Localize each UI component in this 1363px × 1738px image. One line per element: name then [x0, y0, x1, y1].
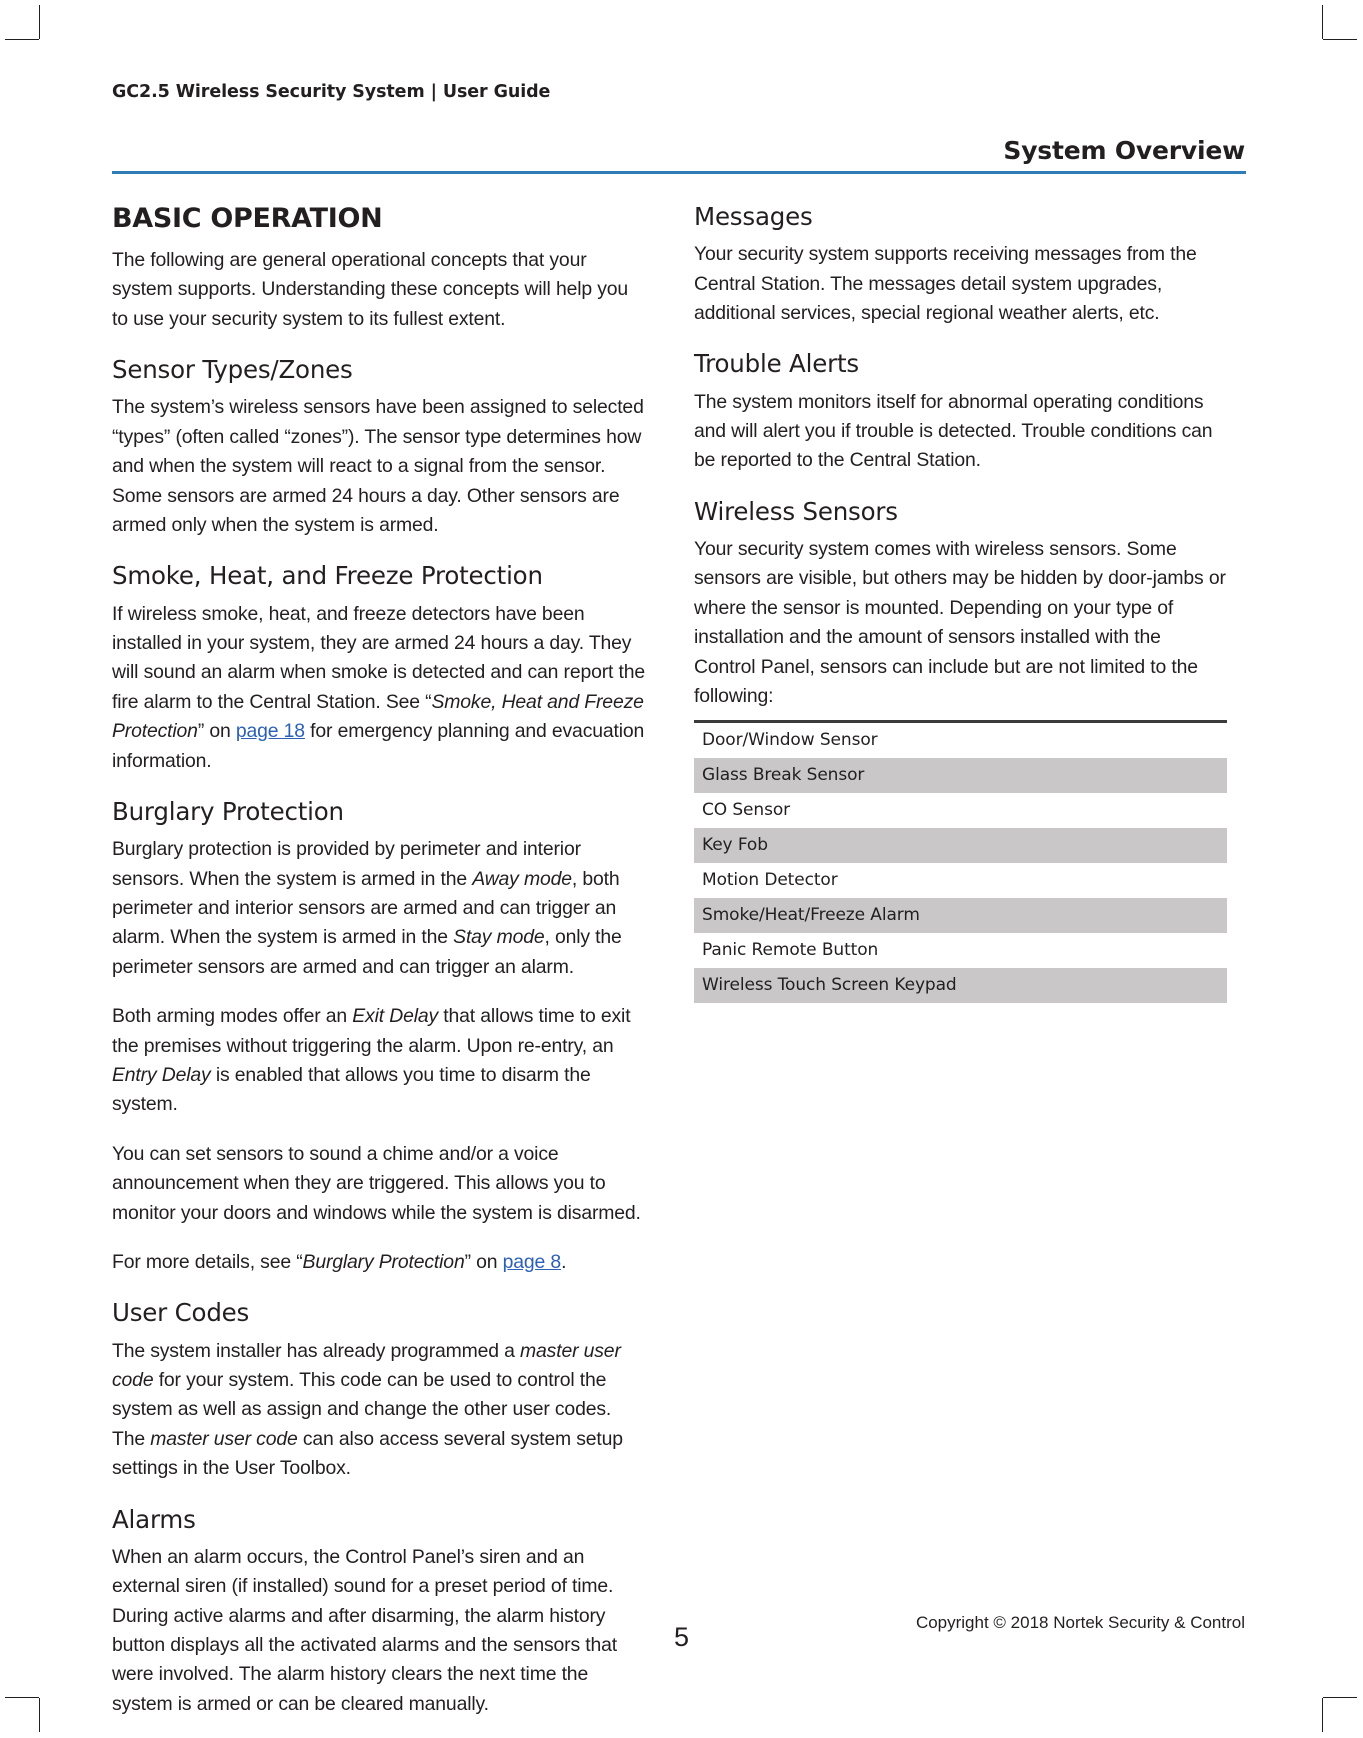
text-run: , both perimeter and interior sensors are armed and can trigger an alarm. When the system is armed in the: [112, 867, 620, 949]
heading-smoke-heat-freeze: Smoke, Heat, and Freeze Protection: [112, 561, 543, 591]
crop-mark-bottom-left-horizontal: [5, 1697, 39, 1698]
italic-exit-delay: Exit Delay: [352, 1005, 439, 1028]
text-run: can also access several system setup settings in the User Toolbox.: [112, 1427, 623, 1480]
crop-mark-bottom-right-vertical: [1322, 1698, 1323, 1732]
heading-wireless-sensors: Wireless Sensors: [694, 496, 898, 526]
intro-paragraph: The following are general operational concepts that your system supports. Understanding these concepts will help you to use your security system to its fullest extent.: [112, 249, 629, 330]
text-run: The system installer has already programmed a: [112, 1339, 521, 1362]
paragraph-burglary-1: [112, 835, 645, 982]
crop-mark-bottom-right-horizontal: [1323, 1697, 1357, 1698]
heading-sensor-types: Sensor Types/Zones: [112, 355, 353, 385]
italic-master-user-code-1: master user code: [112, 1339, 621, 1392]
left-column: [112, 203, 645, 1719]
heading-alarms: Alarms: [112, 1504, 196, 1534]
page-number: 5: [673, 1622, 690, 1652]
italic-master-user-code-2: master user code: [150, 1427, 298, 1450]
italic-burglary-protection: Burglary Protection: [302, 1251, 465, 1274]
italic-entry-delay: Entry Delay: [112, 1064, 211, 1087]
text-run: for your system. This code can be used to control the system as well as assign and change the other user codes. The: [112, 1369, 612, 1450]
chapter-title: BASIC OPERATION: [112, 203, 383, 234]
text-run: ” on: [464, 1251, 503, 1274]
paragraph-messages: Your security system supports receiving messages from the Central Station. The messages detail system upgrades, additional services, special regional weather alerts, etc.: [694, 243, 1197, 324]
paragraph-burglary-2: [112, 1002, 645, 1120]
crop-mark-bottom-left-vertical: [39, 1698, 40, 1732]
text-run: If wireless smoke, heat, and freeze detectors have been installed in your system, they are armed 24 hours a day. They will sound an alarm when smoke is detected and can report the fire alarm to the Central Station. See “: [112, 602, 646, 713]
italic-away-mode: Away mode: [472, 867, 572, 890]
heading-user-codes: User Codes: [112, 1298, 250, 1328]
italic-stay-mode: Stay mode: [453, 926, 545, 949]
paragraph-trouble-alerts: The system monitors itself for abnormal operating conditions and will alert you if trouble is detected. Trouble conditions can be reported to the Central Station.: [694, 390, 1213, 472]
heading-burglary-protection: Burglary Protection: [112, 797, 344, 827]
text-run: .: [561, 1251, 567, 1274]
text-run: for emergency planning and evacuation information.: [112, 720, 645, 772]
paragraph-burglary-4: [112, 1248, 645, 1277]
table-row: Key Fob: [694, 828, 1227, 863]
crop-mark-top-right-vertical: [1322, 5, 1323, 39]
copyright-notice: Copyright © 2018 Nortek Security & Control: [915, 1613, 1245, 1632]
table-row: Door/Window Sensor: [694, 723, 1227, 758]
italic-title-smoke: Smoke, Heat and Freeze Protection: [112, 690, 644, 743]
text-run: , only the perimeter sensors are armed and can trigger an alarm.: [112, 926, 622, 978]
crop-mark-top-right-horizontal: [1323, 39, 1357, 40]
paragraph-user-codes: [112, 1337, 645, 1484]
paragraph-smoke-heat-freeze: [112, 600, 645, 776]
text-run: For more details, see “: [112, 1251, 303, 1274]
right-column: [694, 203, 1227, 1003]
paragraph-alarms: When an alarm occurs, the Control Panel’s siren and an external siren (if installed) sound for a preset period of time. During active alarms and after disarming, the alarm history button displays all the activated alarms and the sensors that were involved. The alarm history clears the next time the system is armed or can be cleared manually.: [112, 1545, 617, 1715]
paragraph-wireless-sensors: Your security system comes with wireless sensors. Some sensors are visible, but others may be hidden by door-jambs or where the sensor is mounted. Depending on your type of installation and the amount of sensors installed with the Control Panel, sensors can include but are not limited to the following:: [694, 537, 1226, 707]
heading-trouble-alerts: Trouble Alerts: [694, 349, 859, 379]
header-rule: [112, 171, 1246, 174]
crop-mark-top-left-horizontal: [5, 39, 39, 40]
heading-messages: Messages: [694, 202, 813, 231]
table-row: Motion Detector: [694, 863, 1227, 898]
table-row: Smoke/Heat/Freeze Alarm: [694, 898, 1227, 933]
text-run: Burglary protection is provided by perimeter and interior sensors. When the system is armed in the: [112, 838, 581, 890]
paragraph-burglary-3: You can set sensors to sound a chime and/or a voice announcement when they are triggered. This allows you to monitor your doors and windows while the system is disarmed.: [112, 1142, 641, 1224]
running-head: GC2.5 Wireless Security System | User Guide: [112, 82, 551, 102]
paragraph-sensor-types: The system’s wireless sensors have been assigned to selected “types” (often called “zones”). The sensor type determines how and when the system will react to a signal from the sensor. Some sensors are armed 24 hours a day. Other sensors are armed only when the system is armed.: [112, 396, 644, 537]
link-page-18[interactable]: page 18: [235, 720, 305, 743]
table-row: Glass Break Sensor: [694, 758, 1227, 793]
text-run: ” on: [197, 720, 236, 743]
sensor-type-table: [694, 720, 1227, 1003]
text-run: is enabled that allows you time to disarm the system.: [112, 1064, 591, 1116]
section-label: System Overview: [1003, 136, 1245, 165]
link-page-8[interactable]: page 8: [502, 1251, 562, 1274]
table-row: Wireless Touch Screen Keypad: [694, 968, 1227, 1003]
table-row: CO Sensor: [694, 793, 1227, 828]
crop-mark-top-left-vertical: [39, 5, 40, 39]
text-run: that allows time to exit the premises without triggering the alarm. Upon re-entry, an: [112, 1005, 631, 1057]
table-row: Panic Remote Button: [694, 933, 1227, 968]
text-run: Both arming modes offer an: [112, 1005, 353, 1028]
